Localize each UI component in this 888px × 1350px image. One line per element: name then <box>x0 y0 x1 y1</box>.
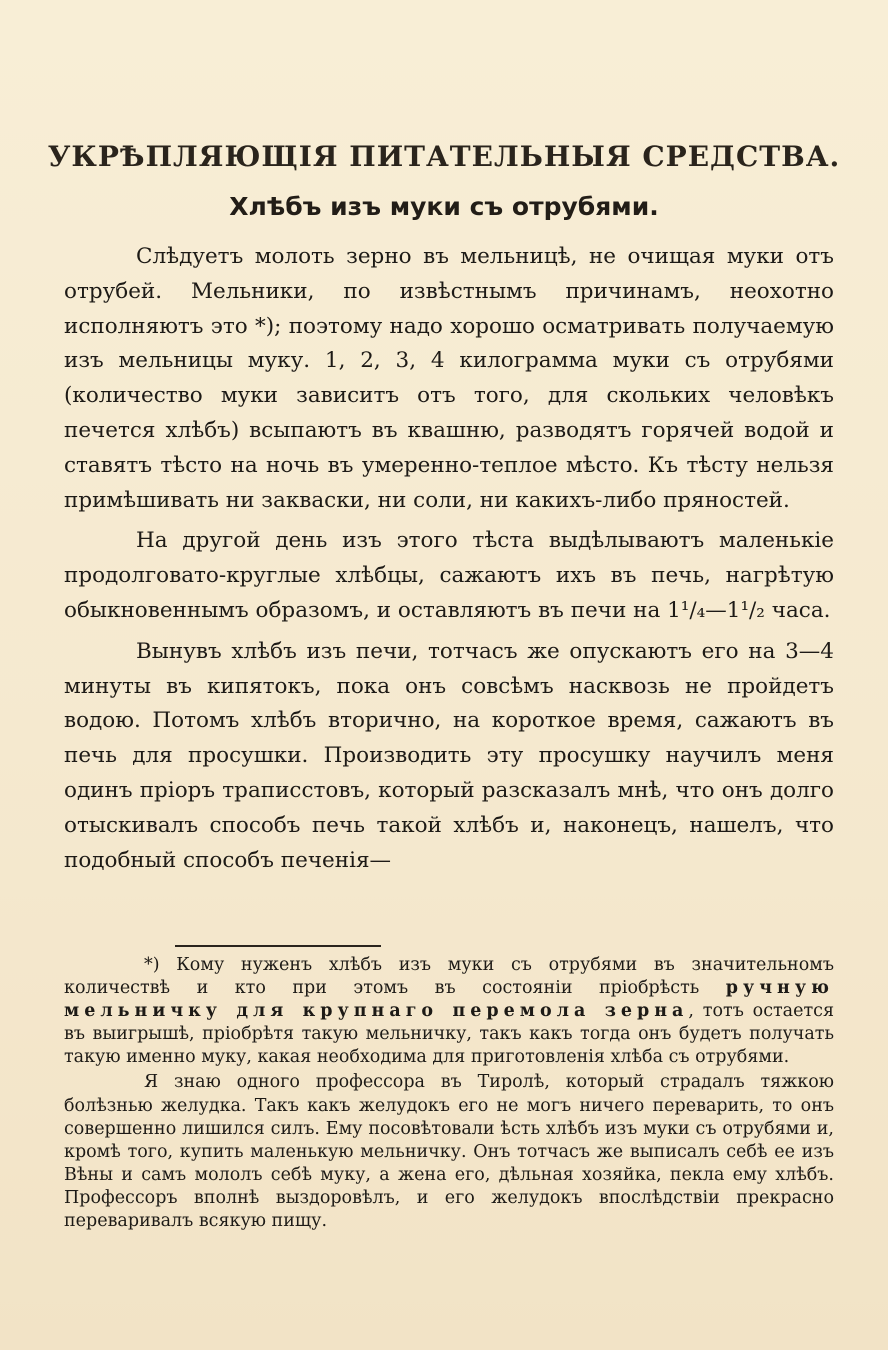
paragraph-1: Слѣдуетъ молоть зерно въ мельницѣ, не очищая муки отъ отрубей. Мельники, по извѣстнымъ причинамъ, неохотно исполняютъ это *); поэтому надо хорошо осматривать получаемую изъ мельницы муку. 1, 2, 3, 4 килограмма муки съ отрубями (количество муки зависитъ отъ того, для скольких человѣкъ печется хлѣбъ) всыпаютъ въ квашню, разводятъ горячей водой и ставятъ тѣсто на ночь въ умеренно-теплое мѣсто. Къ тѣсту нельзя примѣшивать ни закваски, ни соли, ни какихъ-либо пряностей. <box>64 244 834 513</box>
main-text <box>64 240 834 878</box>
paragraph-2: На другой день изъ этого тѣста выдѣлываютъ маленькіе продолговато-круглые хлѣбцы, сажаютъ ихъ въ печь, нагрѣтую обыкновеннымъ образомъ, и оставляютъ въ печи на 1¹/₄—1¹/₂ часа. <box>64 528 834 623</box>
footnote-1 <box>64 954 834 1069</box>
chapter-title: УКРѢПЛЯЮЩІЯ ПИТАТЕЛЬНЫЯ СРЕДСТВА. <box>47 140 841 173</box>
footnotes <box>64 954 834 1233</box>
footnote-1-start: *) Кому нуженъ хлѣбъ изъ муки съ отрубями въ значительномъ количествѣ и кто при этомъ въ состояніи пріобрѣсть <box>64 955 834 999</box>
paragraph-3: Вынувъ хлѣбъ изъ печи, тотчасъ же опускаютъ его на 3—4 минуты въ кипятокъ, пока онъ совсѣмъ насквозь не пройдетъ водою. Потомъ хлѣбъ вторично, на короткое время, сажаютъ въ печь для просушки. Производить эту просушку научилъ меня одинъ пріоръ траписстовъ, который разсказалъ мнѣ, что онъ долго отыскивалъ способъ печь такой хлѣбъ и, наконецъ, нашелъ, что подобный способъ печенія— <box>64 638 834 873</box>
footnote-1-end: , тотъ остается въ выигрышѣ, пріобрѣтя такую мельничку, такъ какъ тогда онъ будетъ получать такую именно муку, какая необходима для приготовленія хлѣба съ отрубями. <box>64 1001 834 1068</box>
footnote-divider <box>175 945 381 947</box>
footnote-2: Я знаю одного профессора въ Тиролѣ, который страдалъ тяжкою болѣзнью желудка. Такъ какъ желудокъ его не могъ ничего переварить, то онъ совершенно лишился силъ. Ему посовѣтовали ѣсть хлѣбъ изъ муки съ отрубями и, кромѣ того, купить маленькую мельничку. Онъ тотчасъ же выписалъ себѣ ее изъ Вѣны и самъ мололъ себѣ муку, а жена его, дѣльная хозяйка, пекла ему хлѣбъ. Профессоръ вполнѣ выздоровѣлъ, и его желудокъ впослѣдствіи прекрасно переваривалъ всякую пищу. <box>64 1072 834 1232</box>
footnote-emphasis: ручную мельничку для крупнаго перемола зерна <box>64 978 834 1022</box>
section-subtitle: Хлѣбъ изъ муки съ отрубями. <box>229 192 659 221</box>
